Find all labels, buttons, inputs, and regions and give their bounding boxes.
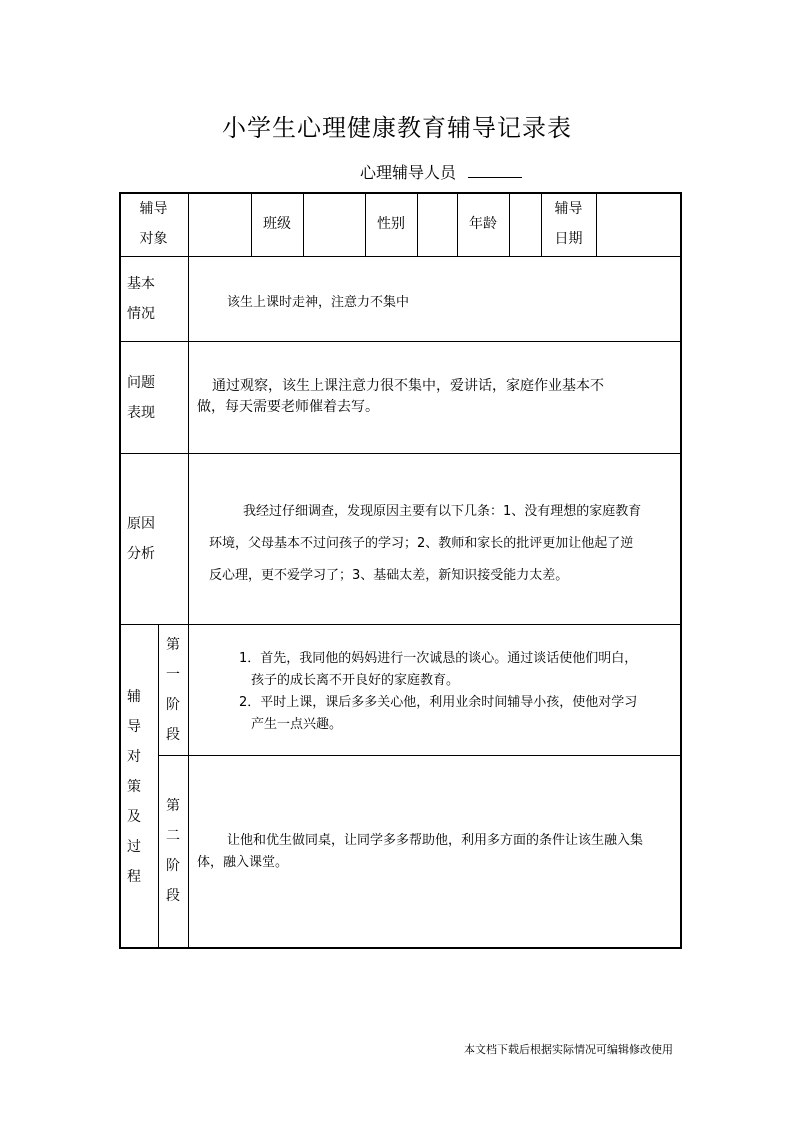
table-border-left bbox=[119, 192, 121, 949]
date-label bbox=[541, 194, 596, 254]
col-divider bbox=[188, 256, 189, 949]
stage2-line: 让他和优生做同桌，让同学多多帮助他，利用多方面的条件让该生融入集 bbox=[227, 833, 644, 848]
stage1-label-char: 一 bbox=[166, 667, 180, 683]
row-divider bbox=[119, 256, 682, 257]
target-value[interactable] bbox=[189, 192, 251, 256]
stage2-label-char: 二 bbox=[166, 828, 180, 844]
basic-label-line: 情况 bbox=[127, 306, 155, 322]
stage1-line: 孩子的成长离不开良好的家庭教育。 bbox=[251, 673, 460, 688]
strategy-label-char: 辅 bbox=[127, 689, 141, 705]
gender-value[interactable] bbox=[418, 192, 457, 256]
stage1-line: 产生一点兴趣。 bbox=[251, 717, 343, 732]
row-divider bbox=[119, 624, 682, 625]
problem-content bbox=[197, 376, 675, 418]
counselor-label: 心理辅导人员 bbox=[360, 163, 457, 182]
problem-label-line: 问题 bbox=[127, 375, 155, 391]
strategy-label-char: 策 bbox=[127, 779, 141, 795]
stage2-label bbox=[163, 791, 183, 911]
strategy-label-char: 及 bbox=[127, 809, 141, 825]
row-divider bbox=[119, 453, 682, 454]
stage1-label-char: 段 bbox=[166, 727, 180, 743]
stage1-line: 1．首先，我同他的妈妈进行一次诚恳的谈心。通过谈话使他们明白， bbox=[239, 651, 638, 666]
cause-line: 反心理，更不爱学习了；3、基础太差，新知识接受能力太差。 bbox=[209, 568, 569, 583]
class-label: 班级 bbox=[263, 216, 291, 232]
stage1-label-char: 第 bbox=[166, 637, 180, 653]
strategy-label-char: 程 bbox=[127, 869, 141, 885]
strategy-label-char: 过 bbox=[127, 839, 141, 855]
stage1-label-char: 阶 bbox=[166, 697, 180, 713]
stage2-label-char: 第 bbox=[166, 798, 180, 814]
strategy-label-char: 对 bbox=[127, 749, 141, 765]
cause-content bbox=[209, 496, 679, 592]
record-table bbox=[119, 192, 682, 949]
table-border-bottom bbox=[119, 947, 682, 949]
row-divider bbox=[119, 341, 682, 342]
stage2-line: 体，融入课堂。 bbox=[197, 855, 289, 870]
cause-label-line: 原因 bbox=[127, 516, 155, 532]
target-label-line: 辅导 bbox=[139, 201, 168, 217]
basic-content: 该生上课时走神，注意力不集中 bbox=[227, 295, 410, 310]
row-divider bbox=[159, 755, 682, 756]
stage1-content bbox=[239, 648, 679, 736]
counselor-field bbox=[360, 160, 522, 183]
age-label: 年龄 bbox=[469, 216, 497, 232]
cause-line: 我经过仔细调查，发现原因主要有以下几条：1、没有理想的家庭教育 bbox=[243, 504, 642, 519]
cause-line: 环境，父母基本不过问孩子的学习；2、教师和家长的批评更加让他起了逆 bbox=[209, 536, 634, 551]
target-label bbox=[119, 194, 188, 254]
cause-label bbox=[127, 509, 155, 569]
counselor-blank[interactable] bbox=[468, 163, 522, 178]
basic-label bbox=[127, 269, 155, 329]
age-value[interactable] bbox=[510, 192, 541, 256]
stage2-label-char: 阶 bbox=[166, 858, 180, 874]
date-label-line: 辅导 bbox=[554, 201, 583, 217]
target-label-line: 对象 bbox=[139, 231, 168, 247]
col-divider bbox=[158, 624, 159, 949]
strategy-label bbox=[124, 682, 144, 892]
stage2-content bbox=[197, 830, 679, 874]
problem-label bbox=[127, 368, 155, 428]
cause-label-line: 分析 bbox=[127, 546, 155, 562]
problem-line: 做，每天需要老师催着去写。 bbox=[197, 399, 379, 415]
footer-note: 本文档下载后根据实际情况可编辑修改使用 bbox=[464, 1043, 673, 1056]
date-value[interactable] bbox=[597, 192, 680, 256]
problem-line: 通过观察，该生上课注意力很不集中，爱讲话，家庭作业基本不 bbox=[212, 378, 604, 394]
gender-label: 性别 bbox=[377, 216, 405, 232]
stage1-line: 2．平时上课，课后多多关心他，利用业余时间辅导小孩，使他对学习 bbox=[239, 695, 638, 710]
stage1-label bbox=[163, 630, 183, 750]
class-value[interactable] bbox=[304, 192, 365, 256]
problem-label-line: 表现 bbox=[127, 405, 155, 421]
date-label-line: 日期 bbox=[554, 231, 583, 247]
strategy-label-char: 导 bbox=[127, 719, 141, 735]
stage2-label-char: 段 bbox=[166, 888, 180, 904]
basic-label-line: 基本 bbox=[127, 276, 155, 292]
table-border-right bbox=[680, 192, 682, 949]
page-title: 小学生心理健康教育辅导记录表 bbox=[222, 114, 572, 142]
